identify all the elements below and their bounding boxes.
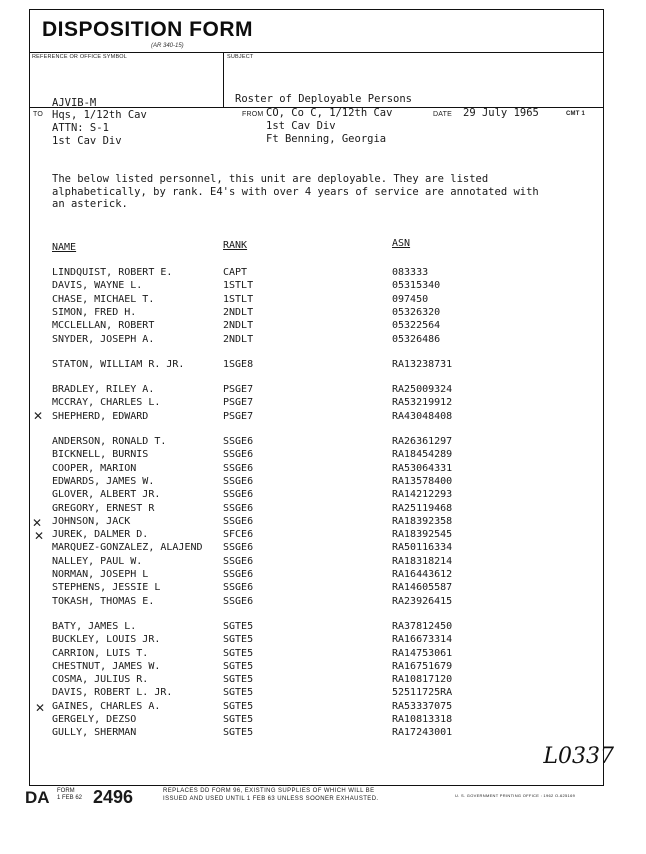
to-label: TO (33, 111, 43, 118)
roster-row (30, 582, 605, 593)
personnel-rank: SFCE6 (223, 529, 254, 541)
handwritten-annotation: L0337 (543, 744, 614, 769)
from-label: FROM (242, 111, 264, 118)
comment-number: CMT 1 (566, 111, 585, 117)
personnel-asn: RA18454289 (392, 449, 453, 461)
personnel-rank: SSGE6 (223, 502, 254, 514)
subject-text: Roster of Deployable Persons (235, 93, 413, 105)
personnel-rank: SSGE6 (223, 595, 254, 607)
to-line: ATTN: S-1 (52, 122, 109, 134)
personnel-asn: RA53064331 (392, 462, 453, 474)
personnel-name: CHASE, MICHAEL T. (52, 293, 155, 305)
roster-row (30, 542, 605, 553)
personnel-asn: 05326486 (392, 333, 441, 345)
personnel-name: BRADLEY, RILEY A. (52, 384, 155, 396)
personnel-asn: RA13238731 (392, 358, 453, 370)
reference-label: REFERENCE OR OFFICE SYMBOL (32, 54, 128, 60)
roster-row (30, 334, 605, 345)
roster-row (30, 436, 605, 447)
personnel-asn: 05326320 (392, 306, 441, 318)
personnel-name: SIMON, FRED H. (52, 306, 137, 318)
divider-line (30, 52, 603, 53)
personnel-rank: SGTE5 (223, 700, 254, 712)
roster-row (30, 463, 605, 474)
personnel-rank: SSGE6 (223, 475, 254, 487)
personnel-name: NORMAN, JOSEPH L (52, 569, 149, 580)
form-word: FORM (57, 788, 75, 794)
personnel-rank: CAPT (223, 267, 248, 278)
roster-row (30, 529, 605, 540)
disposition-form (29, 9, 604, 786)
personnel-asn: 097450 (392, 293, 429, 305)
personnel-name: DAVIS, WAYNE L. (52, 280, 143, 292)
personnel-rank: SSGE6 (223, 515, 254, 527)
personnel-name: MCCRAY, CHARLES L. (52, 397, 161, 409)
personnel-rank: SSGE6 (223, 555, 254, 567)
personnel-asn: RA16673314 (392, 634, 453, 646)
personnel-rank: 2NDLT (223, 306, 254, 318)
personnel-rank: 2NDLT (223, 320, 254, 332)
personnel-name: TOKASH, THOMAS E. (52, 595, 155, 607)
roster-row (30, 596, 605, 607)
personnel-asn: RA25009324 (392, 384, 453, 396)
form-number: 2496 (93, 787, 134, 807)
personnel-name: BATY, JAMES L. (52, 620, 137, 632)
personnel-name: BICKNELL, BURNIS (52, 449, 149, 461)
personnel-asn: RA18392358 (392, 515, 453, 527)
personnel-asn: RA16443612 (392, 569, 453, 580)
personnel-rank: 1STLT (223, 280, 254, 292)
from-line: CO, Co C, 1/12th Cav (266, 107, 393, 119)
personnel-name: STATON, WILLIAM R. JR. (52, 358, 185, 370)
personnel-name: BUCKLEY, LOUIS JR. (52, 634, 161, 646)
personnel-asn: 05322564 (392, 320, 441, 332)
personnel-rank: SSGE6 (223, 449, 254, 461)
date-label: DATE (433, 111, 452, 118)
personnel-name: GERGELY, DEZSO (52, 714, 137, 725)
personnel-rank: PSGE7 (223, 410, 254, 422)
roster-row (30, 674, 605, 685)
personnel-rank: SGTE5 (223, 634, 254, 646)
to-line: Hqs, 1/12th Cav (52, 109, 147, 121)
personnel-name: ANDERSON, RONALD T. (52, 436, 167, 447)
form-date: 1 FEB 62 (57, 795, 83, 801)
roster-row (30, 661, 605, 672)
replacement-line-1: REPLACES DD FORM 96, EXISTING SUPPLIES OF WHICH WILL BE (163, 788, 375, 794)
personnel-name: GREGORY, ERNEST R (52, 502, 155, 514)
personnel-name: MCCLELLAN, ROBERT (52, 320, 155, 332)
form-label (57, 788, 82, 802)
roster-row (30, 687, 605, 698)
roster-row (30, 320, 605, 331)
date-value: 29 July 1965 (463, 107, 539, 119)
roster-row (30, 489, 605, 500)
personnel-name: JOHNSON, JACK (52, 515, 131, 527)
body-paragraph: The below listed personnel, this unit are deployable. They are listed alphabetically, by rank. E4's with over 4 years of service are annotated with an asterick. (52, 173, 539, 210)
form-title: DISPOSITION FORM (42, 18, 254, 41)
personnel-rank: SSGE6 (223, 542, 254, 554)
personnel-asn: RA10817120 (392, 674, 453, 686)
personnel-rank: SGTE5 (223, 620, 254, 632)
roster-row (30, 411, 605, 422)
personnel-asn: RA14605587 (392, 582, 453, 594)
roster-row (30, 359, 605, 370)
roster-row (30, 449, 605, 460)
personnel-rank: SGTE5 (223, 727, 254, 739)
handwritten-check-mark: ✕ (32, 516, 43, 530)
personnel-asn: RA16751679 (392, 660, 453, 672)
roster-row (30, 727, 605, 738)
personnel-rank: PSGE7 (223, 397, 254, 409)
roster-row (30, 280, 605, 291)
personnel-rank: SGTE5 (223, 647, 254, 659)
personnel-asn: RA14753061 (392, 647, 453, 659)
personnel-name: STEPHENS, JESSIE L (52, 582, 161, 594)
roster-row (30, 476, 605, 487)
personnel-name: COSMA, JULIUS R. (52, 674, 149, 686)
personnel-rank: SSGE6 (223, 569, 254, 580)
personnel-asn: RA53219912 (392, 397, 453, 409)
roster-row (30, 294, 605, 305)
roster-row (30, 307, 605, 318)
personnel-name: SHEPHERD, EDWARD (52, 410, 149, 422)
personnel-name: NALLEY, PAUL W. (52, 555, 143, 567)
personnel-rank: SGTE5 (223, 674, 254, 686)
form-footer (25, 786, 625, 810)
personnel-name: JUREK, DALMER D. (52, 529, 149, 541)
handwritten-check-mark: ✕ (35, 701, 46, 715)
to-line: 1st Cav Div (52, 135, 122, 147)
roster-row (30, 516, 605, 527)
personnel-name: EDWARDS, JAMES W. (52, 475, 155, 487)
roster-row (30, 384, 605, 395)
office-symbol: AJVIB-M (52, 97, 97, 109)
personnel-asn: RA43048408 (392, 410, 453, 422)
personnel-asn: RA50116334 (392, 542, 453, 554)
personnel-asn: RA18318214 (392, 555, 453, 567)
personnel-rank: SSGE6 (223, 462, 254, 474)
personnel-name: LINDQUIST, ROBERT E. (52, 267, 173, 278)
roster-row (30, 503, 605, 514)
personnel-asn: 083333 (392, 267, 429, 278)
column-header-name: NAME (52, 242, 77, 253)
roster-row (30, 621, 605, 632)
personnel-asn: 05315340 (392, 280, 441, 292)
column-header-asn: ASN (392, 238, 411, 249)
personnel-asn: RA25119468 (392, 502, 453, 514)
roster-row (30, 634, 605, 645)
personnel-asn: RA13578400 (392, 475, 453, 487)
printing-office-line: U. S. GOVERNMENT PRINTING OFFICE : 1962 O-625169 (455, 793, 576, 798)
roster-row (30, 648, 605, 659)
personnel-rank: 1STLT (223, 293, 254, 305)
personnel-rank: SGTE5 (223, 660, 254, 672)
replacement-line-2: ISSUED AND USED UNTIL 1 FEB 63 UNLESS SOONER EXHAUSTED. (163, 796, 379, 802)
from-line: Ft Benning, Georgia (266, 133, 387, 145)
from-line: 1st Cav Div (266, 120, 336, 132)
personnel-asn: RA37812450 (392, 620, 453, 632)
replacement-notice (163, 787, 379, 803)
personnel-asn: RA26361297 (392, 436, 453, 447)
personnel-rank: PSGE7 (223, 384, 254, 396)
roster-row (30, 556, 605, 567)
roster-row (30, 569, 605, 580)
column-header-rank: RANK (223, 240, 248, 251)
roster-row (30, 714, 605, 725)
personnel-asn: RA23926415 (392, 595, 453, 607)
personnel-name: DAVIS, ROBERT L. JR. (52, 687, 173, 699)
personnel-asn: RA10813318 (392, 714, 453, 725)
personnel-asn: RA18392545 (392, 529, 453, 541)
personnel-name: SNYDER, JOSEPH A. (52, 333, 155, 345)
personnel-name: MARQUEZ-GONZALEZ, ALAJEND (52, 542, 203, 554)
personnel-rank: SGTE5 (223, 714, 254, 725)
roster-row (30, 397, 605, 408)
personnel-rank: 1SGE8 (223, 358, 254, 370)
regulation-reference: (AR 340-15) (151, 43, 184, 49)
personnel-rank: SSGE6 (223, 436, 254, 447)
personnel-name: COOPER, MARION (52, 462, 137, 474)
divider-line (223, 52, 224, 108)
personnel-rank: SGTE5 (223, 687, 254, 699)
subject-label: SUBJECT (227, 54, 254, 60)
personnel-asn: 52511725RA (392, 687, 453, 699)
personnel-rank: SSGE6 (223, 489, 254, 501)
personnel-rank: 2NDLT (223, 333, 254, 345)
handwritten-check-mark: ✕ (34, 529, 45, 543)
personnel-asn: RA14212293 (392, 489, 453, 501)
roster-row (30, 701, 605, 712)
form-agency: DA (25, 788, 50, 807)
personnel-name: GULLY, SHERMAN (52, 727, 137, 739)
personnel-asn: RA17243001 (392, 727, 453, 739)
personnel-name: GLOVER, ALBERT JR. (52, 489, 161, 501)
roster-row (30, 267, 605, 278)
personnel-name: CARRION, LUIS T. (52, 647, 149, 659)
personnel-rank: SSGE6 (223, 582, 254, 594)
personnel-asn: RA53337075 (392, 700, 453, 712)
handwritten-check-mark: ✕ (33, 409, 44, 423)
personnel-name: CHESTNUT, JAMES W. (52, 660, 161, 672)
personnel-name: GAINES, CHARLES A. (52, 700, 161, 712)
